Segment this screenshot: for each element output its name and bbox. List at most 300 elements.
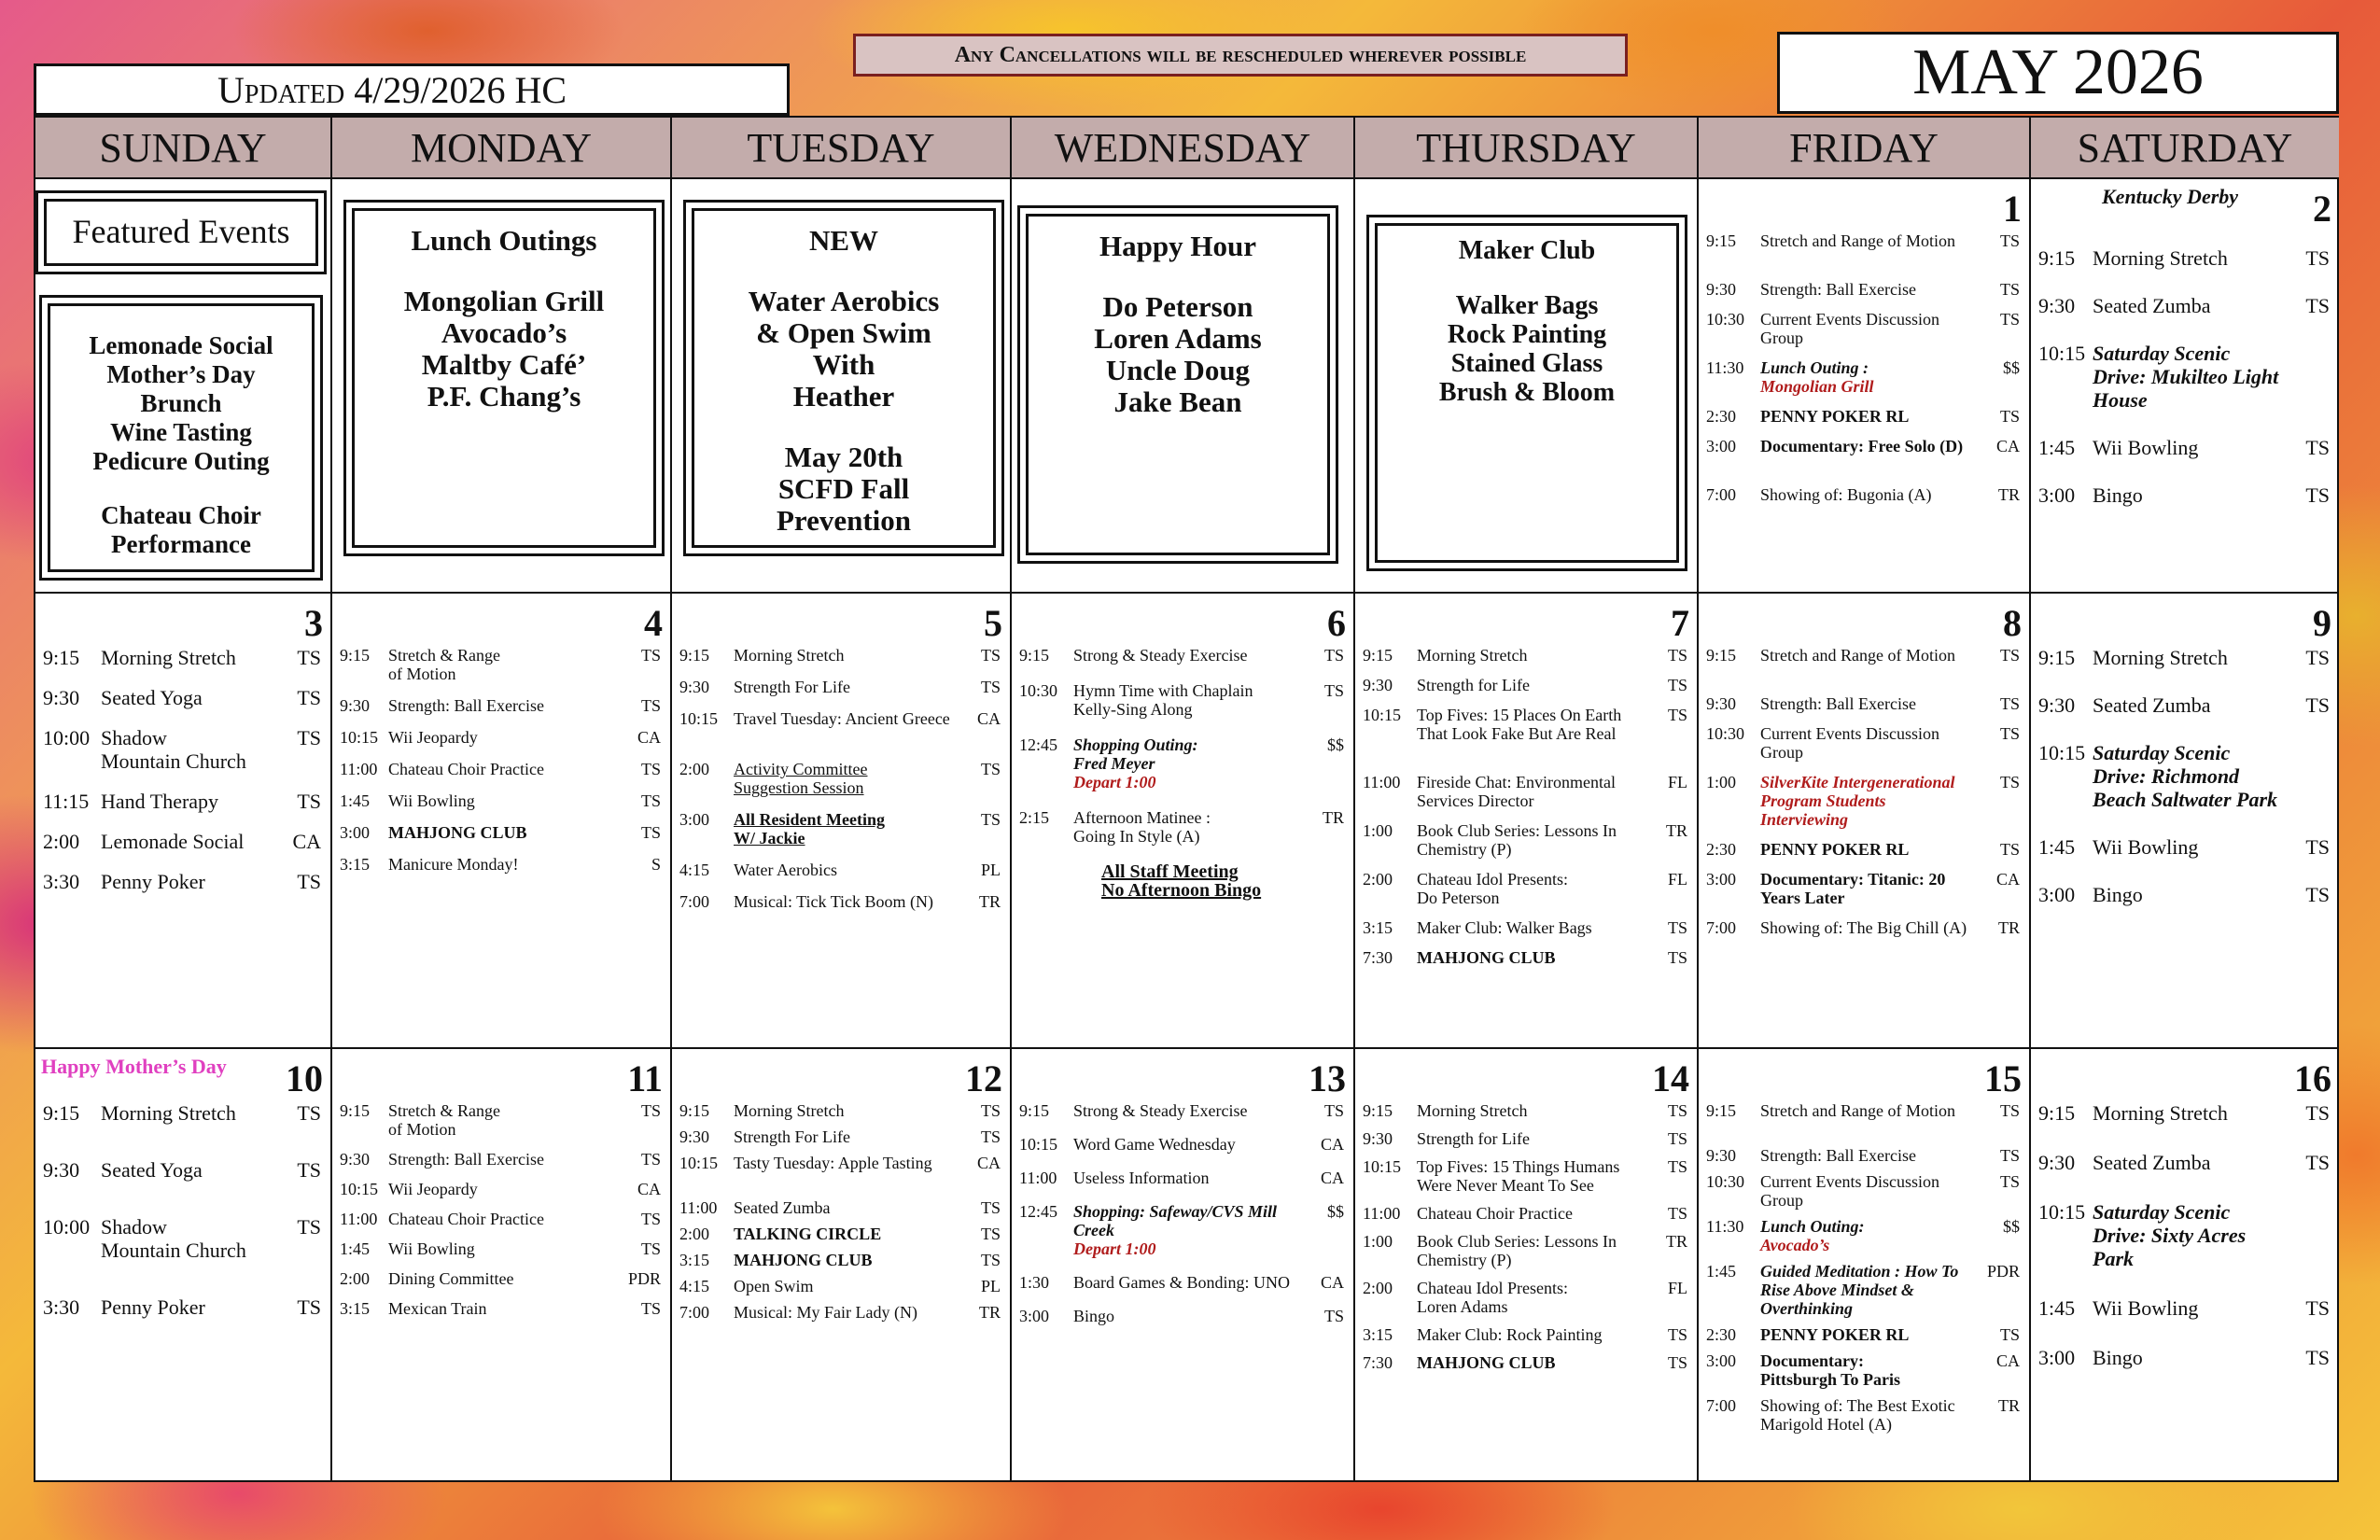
event-name-line: Saturday Scenic Drive: Richmond Beach Saltwater Park <box>2093 741 2278 811</box>
event-name-line: PENNY POKER RL <box>1760 1325 1910 1344</box>
event-name-line2: Pittsburgh To Paris <box>1760 1370 1901 1389</box>
event-name-line: Wii Bowling <box>2093 1296 2199 1320</box>
event-name <box>1417 773 1643 810</box>
event-name <box>388 760 616 778</box>
event-location: TS <box>2305 436 2330 459</box>
featured-line: & Open Swim <box>756 316 931 349</box>
event-time: 3:00 <box>1706 870 1737 889</box>
event-location: TS <box>1667 1129 1687 1148</box>
event-name <box>2093 835 2283 859</box>
event-time: 9:15 <box>1363 646 1393 665</box>
event-name-line: Strength: Ball Exercise <box>1760 694 1916 713</box>
event-name-line: Dining Committee <box>388 1269 514 1288</box>
event-location: TS <box>1323 1307 1344 1325</box>
event-time: 1:45 <box>1706 1262 1737 1281</box>
event-location: PL <box>980 1277 1001 1295</box>
event-name <box>734 861 956 879</box>
event-time: 1:00 <box>1363 821 1393 840</box>
event-location: TS <box>640 646 661 665</box>
featured-line: Prevention <box>776 504 912 537</box>
event-time: 11:15 <box>43 790 90 813</box>
event-name-line: Chateau Idol Presents: <box>1417 870 1568 889</box>
event-time: 9:30 <box>2038 1151 2076 1174</box>
event-time: 2:00 <box>1363 1279 1393 1297</box>
day-header-thursday: THURSDAY <box>1355 118 1699 179</box>
event-name-line: SilverKite Intergenerational Program Students Interviewing <box>1760 773 1955 829</box>
event-name-line: Wii Bowling <box>388 1239 475 1258</box>
featured-line: Avocado’s <box>441 316 567 349</box>
event-time: 3:15 <box>340 855 371 874</box>
event-time: 9:30 <box>43 686 80 709</box>
featured-sunday-cell <box>35 179 332 594</box>
event-name-line: Travel Tuesday: Ancient Greece <box>734 709 950 728</box>
event-location: TS <box>2305 1296 2330 1320</box>
event-time: 4:15 <box>679 1277 710 1295</box>
event-name <box>388 1210 616 1228</box>
event-name <box>1760 1325 1975 1344</box>
event-location: TS <box>297 726 321 749</box>
event-location: TS <box>297 1295 321 1319</box>
event-name-line2: of Motion <box>388 665 456 683</box>
event-location: TS <box>1999 694 2020 713</box>
featured-line <box>1020 262 1336 291</box>
event-name <box>1417 646 1643 665</box>
event-time: 3:00 <box>340 823 371 842</box>
featured-line: May 20th <box>784 441 903 473</box>
event-location: TS <box>1323 681 1344 700</box>
event-name-line: Penny Poker <box>101 870 205 893</box>
event-name <box>101 646 276 669</box>
event-name-line: All Resident Meeting <box>734 810 885 829</box>
event-name-line: Stretch and Range of Motion <box>1760 1101 1955 1120</box>
event-name-line: Chateau Choir Practice <box>1417 1204 1573 1223</box>
event-time: 10:15 <box>340 728 379 747</box>
event-name <box>2093 483 2283 507</box>
day-header-friday: FRIDAY <box>1699 118 2031 179</box>
event-location: TS <box>640 1239 661 1258</box>
event-location: TS <box>1667 1204 1687 1223</box>
event-name-line: Chateau Choir Practice <box>388 760 544 778</box>
event-time: 1:45 <box>2038 1296 2076 1320</box>
event-name-line: Morning Stretch <box>101 646 236 669</box>
event-name <box>101 726 276 773</box>
event-time: 9:30 <box>1706 280 1737 299</box>
event-name-line: Wii Bowling <box>388 791 475 810</box>
event-name-line: Seated Yoga <box>101 1158 203 1182</box>
event-time: 3:15 <box>340 1299 371 1318</box>
day-number: 6 <box>1327 602 1346 644</box>
event-name-line: Lunch Outing : <box>1760 358 1869 377</box>
event-time: 3:00 <box>679 810 710 829</box>
event-name-line: Seated Yoga <box>101 686 203 709</box>
event-time: 1:45 <box>340 791 371 810</box>
event-time: 3:00 <box>2038 483 2076 507</box>
event-time: 9:15 <box>340 646 371 665</box>
event-location: $$ <box>1327 1202 1344 1221</box>
new-events-box <box>683 200 1004 556</box>
event-name <box>1760 694 1975 713</box>
event-location: TS <box>2305 246 2330 270</box>
event-time: 2:30 <box>1706 407 1737 426</box>
event-time: 3:15 <box>1363 1325 1393 1344</box>
featured-line: Heather <box>792 380 895 413</box>
event-time: 1:45 <box>340 1239 371 1258</box>
event-name <box>1417 1353 1643 1372</box>
event-name-line: Strength: Ball Exercise <box>1760 280 1916 299</box>
day-number: 5 <box>984 602 1002 644</box>
day-header-tuesday: TUESDAY <box>672 118 1012 179</box>
event-name-line: Morning Stretch <box>101 1101 236 1125</box>
event-location: TS <box>1667 1157 1687 1176</box>
event-time: 1:30 <box>1019 1273 1050 1292</box>
day-banner: Happy Mother’s Day <box>41 1055 227 1078</box>
event-name-line: PENNY POKER RL <box>1760 840 1910 859</box>
event-location: S <box>651 855 661 874</box>
event-name-line2: W/ Jackie <box>734 829 805 847</box>
event-name <box>1760 724 1975 762</box>
event-name-line: Stretch and Range of Motion <box>1760 231 1955 250</box>
day-cell <box>1355 1049 1699 1482</box>
day-header-monday: MONDAY <box>332 118 672 179</box>
event-time: 3:30 <box>43 870 80 893</box>
featured-line: P.F. Chang’s <box>427 380 581 413</box>
day-cell <box>35 594 332 1049</box>
event-location: TS <box>1667 1325 1687 1344</box>
event-location: TS <box>980 1225 1001 1243</box>
event-name <box>1417 1204 1643 1223</box>
event-location: TS <box>2305 693 2330 717</box>
maker-club-box <box>1366 215 1687 571</box>
event-name <box>1760 485 1975 504</box>
featured-line <box>686 413 1001 441</box>
cancellation-notice: Any Cancellations will be rescheduled wherever possible <box>853 34 1628 77</box>
event-name-line: Strength for Life <box>1417 676 1530 694</box>
event-name-line: Stretch & Range <box>388 646 500 665</box>
event-location: TS <box>980 646 1001 665</box>
event-name-line: MAHJONG CLUB <box>388 823 527 842</box>
featured-line: Mongolian Grill <box>403 285 605 317</box>
event-name-line: Strength: Ball Exercise <box>388 1150 544 1169</box>
event-name <box>2093 1346 2283 1369</box>
event-location: TS <box>1667 918 1687 937</box>
event-name-line: Bingo <box>2093 483 2143 507</box>
event-location: TS <box>980 1127 1001 1146</box>
event-time: 11:30 <box>1706 358 1744 377</box>
event-time: 9:30 <box>2038 693 2076 717</box>
event-location: TS <box>980 760 1001 778</box>
event-name <box>388 1269 616 1288</box>
featured-line: Mother’s Day <box>106 360 256 388</box>
event-location: TS <box>297 686 321 709</box>
event-name-line: TALKING CIRCLE <box>734 1225 882 1243</box>
event-location: TR <box>1997 1396 2020 1415</box>
event-location: TS <box>980 1251 1001 1269</box>
day-number: 14 <box>1652 1057 1689 1099</box>
event-name <box>388 1180 616 1198</box>
event-time: 9:15 <box>1706 646 1737 665</box>
event-time: 7:00 <box>1706 918 1737 937</box>
event-name <box>734 810 956 847</box>
event-name <box>1073 808 1299 846</box>
event-name <box>1073 1169 1299 1187</box>
event-location: FL <box>1667 773 1687 791</box>
event-name <box>1073 1135 1299 1154</box>
event-time: 9:15 <box>340 1101 371 1120</box>
event-name-line: Morning Stretch <box>734 1101 845 1120</box>
event-name-line: Bingo <box>2093 1346 2143 1369</box>
event-location: TS <box>1667 646 1687 665</box>
event-name-line: Documentary: Free Solo (D) <box>1760 437 1964 455</box>
event-time: 10:30 <box>1019 681 1058 700</box>
event-location: TS <box>2305 835 2330 859</box>
event-location: CA <box>292 830 321 853</box>
featured-line: Maltby Café’ <box>421 348 587 381</box>
event-name-line: Book Club Series: Lessons In Chemistry (P) <box>1417 1232 1617 1269</box>
featured-events-title: Featured Events <box>35 190 327 274</box>
event-name-line: Strength For Life <box>734 1127 850 1146</box>
event-name <box>734 678 956 696</box>
featured-line <box>42 476 320 501</box>
event-name-line: Maker Club: Walker Bags <box>1417 918 1592 937</box>
day-cell <box>672 1049 1012 1482</box>
event-location: TS <box>2305 1346 2330 1369</box>
event-location: TS <box>1999 407 2020 426</box>
event-name <box>388 791 616 810</box>
event-name-line: Word Game Wednesday <box>1073 1135 1236 1154</box>
event-location: TS <box>297 1215 321 1239</box>
event-time: 3:15 <box>679 1251 710 1269</box>
featured-line: Brush & Bloom <box>1438 378 1616 407</box>
event-location: TR <box>1997 485 2020 504</box>
event-name <box>734 760 956 797</box>
event-name <box>1760 358 1975 396</box>
featured-line: Chateau Choir <box>101 501 261 529</box>
event-name-line2: Going In Style (A) <box>1073 827 1200 846</box>
event-time: 3:00 <box>1706 1351 1737 1370</box>
event-name-line: Strong & Steady Exercise <box>1073 1101 1248 1120</box>
event-name <box>1073 1307 1299 1325</box>
event-time: 3:00 <box>2038 1346 2076 1369</box>
featured-line <box>346 257 662 286</box>
event-time: 2:00 <box>1363 870 1393 889</box>
event-time: 11:00 <box>1363 773 1401 791</box>
event-location: TS <box>297 1158 321 1182</box>
featured-line: Rock Painting <box>1447 320 1607 349</box>
event-name-line2: Mongolian Grill <box>1760 377 1874 396</box>
event-location: TS <box>1323 646 1344 665</box>
event-name-line: Fireside Chat: Environmental Services Director <box>1417 773 1616 810</box>
featured-tuesday-cell <box>672 179 1012 594</box>
event-name-line: Strength For Life <box>734 678 850 696</box>
event-name <box>1073 646 1299 665</box>
event-name-line: Wii Jeopardy <box>388 728 478 747</box>
event-time: 10:30 <box>1706 1172 1745 1191</box>
day-cell <box>672 594 1012 1049</box>
event-name-line2: Fred Meyer <box>1073 754 1155 773</box>
event-time: 9:15 <box>43 1101 80 1125</box>
event-name <box>1760 1146 1975 1165</box>
event-name <box>1760 1262 1975 1318</box>
event-location: TS <box>1667 706 1687 724</box>
event-location: TR <box>978 892 1001 911</box>
event-name <box>1760 840 1975 859</box>
event-location: $$ <box>1327 735 1344 754</box>
event-location: TS <box>1999 1325 2020 1344</box>
event-time: 4:15 <box>679 861 710 879</box>
event-name-line2: of Motion <box>388 1120 456 1139</box>
event-time: 2:00 <box>679 1225 710 1243</box>
event-time: 2:30 <box>1706 840 1737 859</box>
event-location: TS <box>1999 646 2020 665</box>
event-name-line: Stretch & Range <box>388 1101 500 1120</box>
event-name-line: Afternoon Matinee : <box>1073 808 1211 827</box>
event-name-line: Shopping: Safeway/CVS Mill Creek <box>1073 1202 1278 1239</box>
day-number: 13 <box>1309 1057 1346 1099</box>
event-name <box>1760 280 1975 299</box>
event-location: TS <box>2305 1151 2330 1174</box>
event-time: 7:30 <box>1363 948 1393 967</box>
event-name-line: Book Club Series: Lessons In Chemistry (P) <box>1417 821 1617 859</box>
event-time: 9:30 <box>340 1150 371 1169</box>
event-name <box>1417 948 1643 967</box>
day-number: 12 <box>965 1057 1002 1099</box>
event-name-line2: Loren Adams <box>1417 1297 1508 1316</box>
event-depart: Depart 1:00 <box>1073 1239 1156 1258</box>
day-number: 2 <box>2313 188 2331 230</box>
event-time: 9:30 <box>43 1158 80 1182</box>
event-name <box>2093 294 2283 317</box>
event-time: 9:15 <box>2038 246 2076 270</box>
featured-line: Water Aerobics <box>748 285 940 317</box>
event-name-line: Penny Poker <box>101 1295 205 1319</box>
event-name-line: Wii Bowling <box>2093 835 2199 859</box>
event-location: TS <box>2305 483 2330 507</box>
event-time: 10:00 <box>43 726 91 749</box>
event-name <box>2093 1151 2283 1174</box>
event-name <box>2093 342 2283 412</box>
event-time: 7:00 <box>1706 485 1737 504</box>
event-name-line: Documentary: Titanic: 20 Years Later <box>1760 870 1946 907</box>
event-location: TS <box>640 1299 661 1318</box>
event-location: TS <box>1999 1172 2020 1191</box>
event-name <box>1417 918 1643 937</box>
event-name <box>1760 1101 1975 1120</box>
event-time: 11:00 <box>679 1198 718 1217</box>
event-location: CA <box>637 728 661 747</box>
event-time: 11:00 <box>340 1210 378 1228</box>
featured-line: With <box>812 348 875 381</box>
event-time: 11:00 <box>340 760 378 778</box>
event-name <box>1760 437 1975 455</box>
event-location: CA <box>976 709 1001 728</box>
event-location: TS <box>1667 1353 1687 1372</box>
event-location: TS <box>1667 676 1687 694</box>
event-name <box>2093 883 2283 906</box>
event-name-line: Activity Committee <box>734 760 868 778</box>
event-name <box>734 1277 956 1295</box>
featured-line: Uncle Doug <box>1105 354 1251 386</box>
event-name-line: Strength for Life <box>1417 1129 1530 1148</box>
event-name <box>734 1303 956 1322</box>
day-cell <box>2031 594 2339 1049</box>
event-name <box>1073 735 1299 791</box>
event-time: 10:15 <box>340 1180 379 1198</box>
event-time: 9:15 <box>1706 231 1737 250</box>
featured-line: Brunch <box>140 389 222 417</box>
event-name-line: Lemonade Social <box>101 830 245 853</box>
day-header-sunday: SUNDAY <box>35 118 332 179</box>
event-name-line: Mexican Train <box>388 1299 487 1318</box>
event-name-line: Hymn Time with Chaplain Kelly-Sing Along <box>1073 681 1253 719</box>
event-name-line: Morning Stretch <box>734 646 845 665</box>
event-time: 2:00 <box>43 830 80 853</box>
event-name <box>388 1299 616 1318</box>
event-name <box>1073 1273 1299 1292</box>
event-name-line: Chateau Idol Presents: <box>1417 1279 1568 1297</box>
event-time: 7:00 <box>679 892 710 911</box>
event-name <box>388 823 616 842</box>
event-time: 10:15 <box>1019 1135 1058 1154</box>
event-time: 9:15 <box>2038 1101 2076 1125</box>
event-location: TS <box>980 1198 1001 1217</box>
event-name <box>101 1215 276 1262</box>
event-name <box>1417 1279 1643 1316</box>
event-name-line: Seated Zumba <box>2093 1151 2211 1174</box>
event-name <box>1417 706 1643 743</box>
event-location: TS <box>297 870 321 893</box>
event-location: TS <box>2305 1101 2330 1125</box>
event-name <box>734 1127 956 1146</box>
event-location: CA <box>1320 1273 1344 1292</box>
happy-hour-box <box>1017 205 1338 564</box>
event-location: TS <box>1999 310 2020 329</box>
event-time: 11:30 <box>1706 1217 1744 1236</box>
event-name-line: Morning Stretch <box>2093 646 2228 669</box>
day-cell <box>1355 594 1699 1049</box>
event-name <box>101 870 276 893</box>
event-location: PL <box>980 861 1001 879</box>
calendar-grid <box>34 116 2339 1482</box>
featured-line: Lemonade Social <box>89 331 273 359</box>
event-name-line: Wii Jeopardy <box>388 1180 478 1198</box>
event-name <box>2093 1296 2283 1320</box>
event-location: TR <box>1665 1232 1687 1251</box>
event-location: TS <box>640 696 661 715</box>
featured-line: Pedicure Outing <box>92 447 270 475</box>
day-number: 10 <box>286 1057 323 1099</box>
event-time: 12:45 <box>1019 735 1058 754</box>
event-location: TS <box>1999 1146 2020 1165</box>
event-location: $$ <box>2003 358 2020 377</box>
event-location: TR <box>978 1303 1001 1322</box>
event-name <box>388 646 616 683</box>
event-name <box>734 1225 956 1243</box>
event-name-line: Stretch and Range of Motion <box>1760 646 1955 665</box>
event-name-line: Shadow <box>101 726 167 749</box>
event-location: TS <box>980 1101 1001 1120</box>
event-name <box>734 892 956 911</box>
event-time: 10:15 <box>2038 342 2086 365</box>
featured-line: Jake Bean <box>1113 385 1242 418</box>
event-location: TS <box>1999 773 2020 791</box>
event-time: 9:30 <box>2038 294 2076 317</box>
event-location: $$ <box>2003 1217 2020 1236</box>
event-location: CA <box>637 1180 661 1198</box>
event-name-line: Guided Meditation : How To Rise Above Mindset & Overthinking <box>1760 1262 1959 1318</box>
featured-line: Walker Bags <box>1455 291 1599 320</box>
event-name <box>734 709 956 728</box>
event-location: PDR <box>627 1269 661 1288</box>
